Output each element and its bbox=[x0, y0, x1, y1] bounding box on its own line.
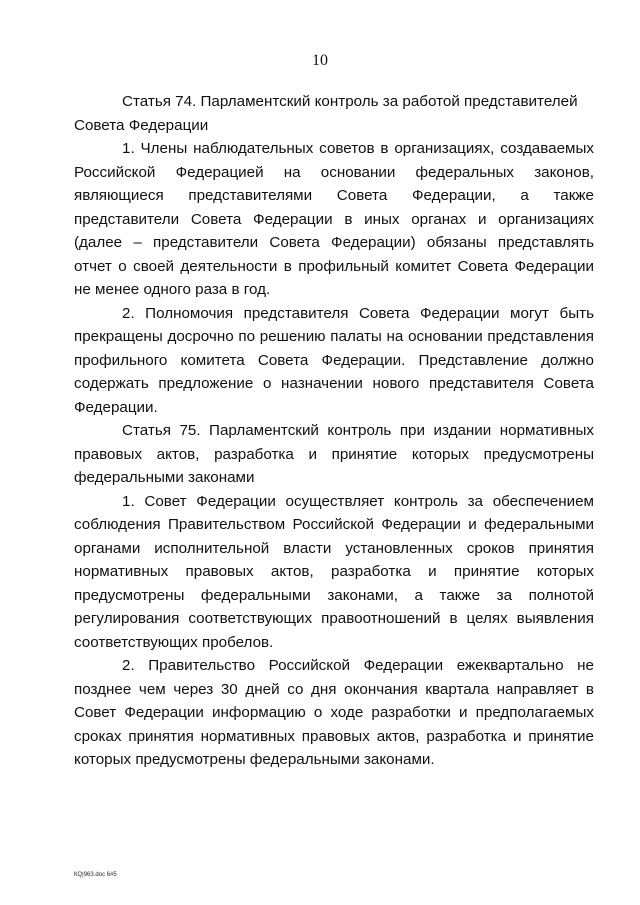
article-74-title-line-2: Совета Федерации bbox=[74, 116, 209, 134]
article-75-title bbox=[74, 419, 594, 490]
text-line: не менее одного раза в год. bbox=[74, 281, 271, 298]
text-line: соответствующих пробелов. bbox=[74, 633, 274, 651]
document-body bbox=[74, 90, 594, 772]
text-line: Российской Федерацией на основании федеральных законов, bbox=[74, 163, 594, 181]
text-line: которых предусмотрены федеральными законами. bbox=[74, 751, 435, 768]
article-74-paragraph-1 bbox=[74, 137, 594, 302]
text-line: являющиеся представителями Совета Федерации, а также bbox=[74, 187, 594, 204]
text-line: Совет Федерации информацию о ходе разработки и предполагаемых bbox=[74, 704, 594, 721]
text-line: (далее – представители Совета Федерации) обязаны представлять bbox=[74, 234, 594, 251]
text-line: 2. Правительство Российской Федерации ежеквартально не bbox=[122, 657, 594, 674]
article-74-title bbox=[74, 90, 594, 137]
text-line: 2. Полномочия представителя Совета Федерации могут быть bbox=[122, 304, 594, 322]
page-number: 10 bbox=[312, 52, 328, 69]
text-line: представители Совета Федерации в иных органах и организациях bbox=[74, 210, 594, 228]
text-line: прекращены досрочно по решению палаты на основании представления bbox=[74, 328, 594, 345]
article-75-paragraph-2 bbox=[74, 654, 594, 772]
text-line: Федерации. bbox=[74, 398, 158, 416]
article-75-paragraph-1 bbox=[74, 490, 594, 655]
text-line: содержать предложение о назначении нового представителя Совета bbox=[74, 375, 594, 392]
text-line: органами исполнительной власти установленных сроков принятия bbox=[74, 539, 594, 557]
text-line: соблюдения Правительством Российской Федерации и федеральными bbox=[74, 516, 594, 533]
text-line: регулирования соответствующих правоотношений в целях выявления bbox=[74, 610, 594, 627]
text-line: позднее чем через 30 дней со дня окончания квартала направляет в bbox=[74, 680, 594, 698]
text-line: предусмотрены федеральными законами, а также за полнотой bbox=[74, 586, 594, 604]
article-75-title-line-3: федеральными законами bbox=[74, 469, 255, 486]
article-75-title-line-1: Статья 75. Парламентский контроль при издании нормативных bbox=[122, 422, 594, 439]
article-74-paragraph-2 bbox=[74, 302, 594, 420]
text-line: сроках принятия нормативных правовых актов, разработка и принятие bbox=[74, 727, 594, 745]
text-line: 1. Члены наблюдательных советов в организациях, создаваемых bbox=[122, 140, 594, 157]
document-footer-code: КQ|963.doc 6#5 bbox=[74, 872, 117, 878]
text-line: 1. Совет Федерации осуществляет контроль за обеспечением bbox=[122, 492, 594, 510]
text-line: отчет о своей деятельности в профильный комитет Совета Федерации bbox=[74, 257, 594, 275]
article-74-title-line-1: Статья 74. Парламентский контроль за работой представителей bbox=[122, 93, 578, 110]
text-line: нормативных правовых актов, разработка и принятие которых bbox=[74, 563, 594, 580]
article-75-title-line-2: правовых актов, разработка и принятие которых предусмотрены bbox=[74, 445, 594, 463]
text-line: профильного комитета Совета Федерации. Представление должно bbox=[74, 351, 594, 369]
